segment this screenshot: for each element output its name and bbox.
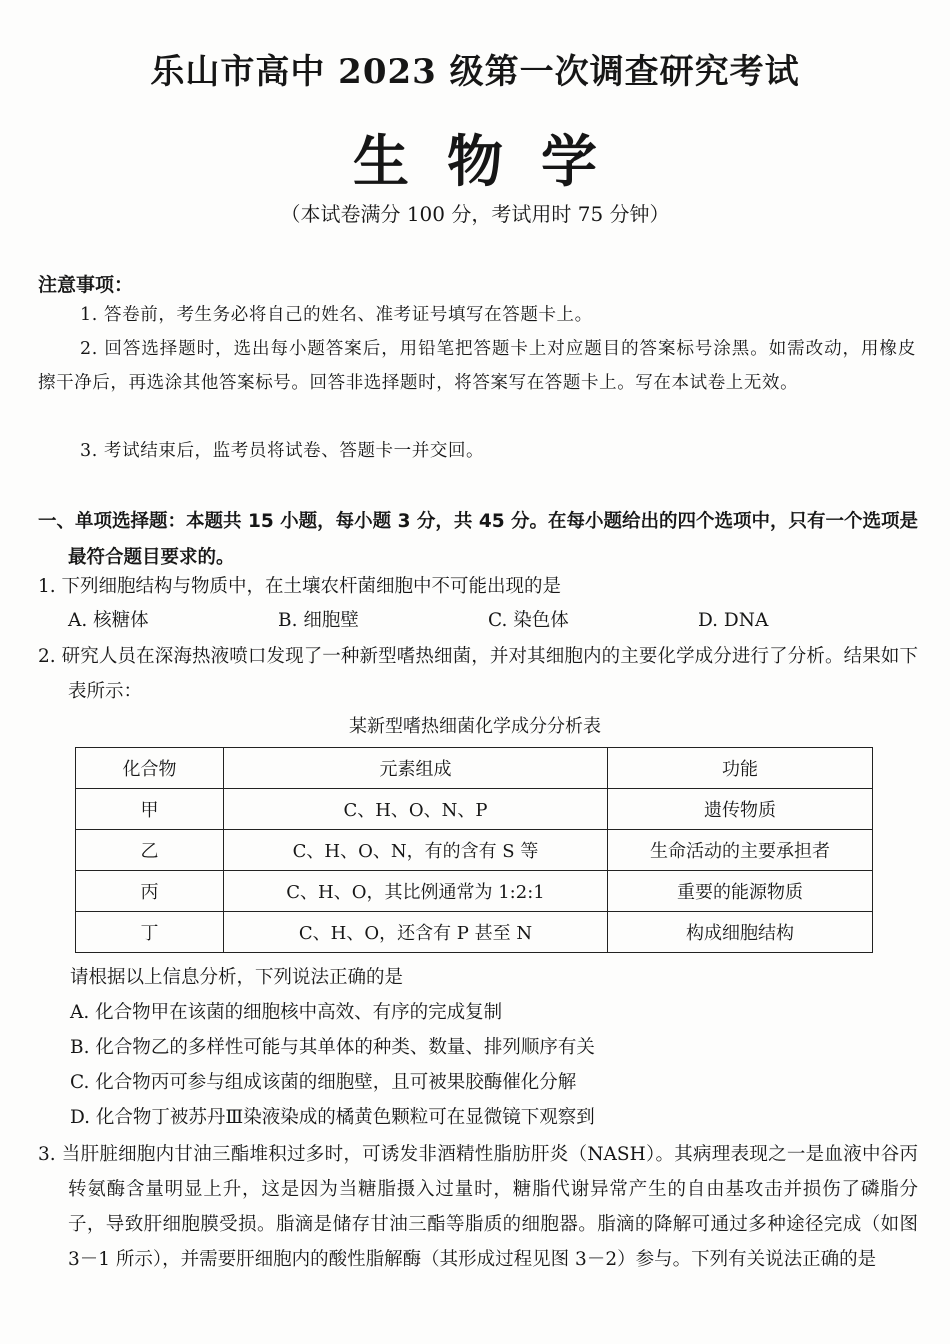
table-cell: C、H、O，还含有 P 甚至 N (224, 912, 608, 953)
question-1-option-b: B. 细胞壁 (278, 610, 359, 631)
exam-info: （本试卷满分 100 分，考试用时 75 分钟） (280, 202, 670, 226)
table-cell: 甲 (76, 789, 224, 830)
table-cell: C、H、O、N、P (224, 789, 608, 830)
table-cell: 构成细胞结构 (608, 912, 873, 953)
note-item-2: 2. 回答选择题时，选出每小题答案后，用铅笔把答题卡上对应题目的答案标号涂黑。如需改动，用橡皮擦干净后，再选涂其他答案标号。回答非选择题时，将答案写在答题卡上。写在本试卷上无效。 (38, 339, 916, 393)
question-1-option-c: C. 染色体 (488, 610, 569, 631)
table-cell: 生命活动的主要承担者 (608, 830, 873, 871)
table-header: 功能 (608, 748, 873, 789)
table-caption: 某新型嗜热细菌化学成分分析表 (349, 716, 601, 737)
question-2-option-d: D. 化合物丁被苏丹Ⅲ染液染成的橘黄色颗粒可在显微镜下观察到 (70, 1107, 595, 1128)
table-row (76, 789, 873, 830)
question-1-option-a: A. 核糖体 (68, 610, 149, 631)
table-cell: 重要的能源物质 (608, 871, 873, 912)
table-cell: 遗传物质 (608, 789, 873, 830)
table-header-row (76, 748, 873, 789)
table-cell: 乙 (76, 830, 224, 871)
table-row (76, 912, 873, 953)
table-header: 化合物 (76, 748, 224, 789)
table-cell: C、H、O、N，有的含有 S 等 (224, 830, 608, 871)
table-row (76, 830, 873, 871)
question-1-stem: 1. 下列细胞结构与物质中，在土壤农杆菌细胞中不可能出现的是 (38, 576, 562, 597)
note-item-1: 1. 答卷前，考生务必将自己的姓名、准考证号填写在答题卡上。 (80, 305, 593, 325)
table-header: 元素组成 (224, 748, 608, 789)
table-row (76, 871, 873, 912)
question-3-stem: 3. 当肝脏细胞内甘油三酯堆积过多时，可诱发非酒精性脂肪肝炎（NASH）。其病理表现之一是血液中谷丙转氨酶含量明显上升，这是因为当糖脂摄入过量时，糖脂代谢异常产生的自由基攻击并损伤了磷脂分子，导致肝细胞膜受损。脂滴是储存甘油三酯等脂质的细胞器。脂滴的降解可通过多种途径完成（如图 3－1 所示），并需要肝细胞内的酸性脂解酶（其形成过程见图 3－2）参与。下列有关说法正确的是 (38, 1144, 918, 1270)
question-2-prompt: 请根据以上信息分析，下列说法正确的是 (70, 967, 404, 988)
table-cell: 丙 (76, 871, 224, 912)
question-2-option-c: C. 化合物丙可参与组成该菌的细胞壁，且可被果胶酶催化分解 (70, 1072, 577, 1093)
note-item-3: 3. 考试结束后，监考员将试卷、答题卡一并交回。 (80, 441, 485, 461)
chemical-analysis-table (75, 747, 873, 953)
notes-heading: 注意事项： (38, 274, 134, 296)
question-1-options (68, 604, 888, 638)
question-2-option-b: B. 化合物乙的多样性可能与其单体的种类、数量、排列顺序有关 (70, 1037, 595, 1058)
subject-title: 生物学 (353, 129, 635, 195)
section-heading: 一、单项选择题：本题共 15 小题，每小题 3 分，共 45 分。在每小题给出的四个选项中，只有一个选项是最符合题目要求的。 (38, 511, 919, 568)
question-2-option-a: A. 化合物甲在该菌的细胞核中高效、有序的完成复制 (70, 1002, 503, 1023)
table-cell: C、H、O，其比例通常为 1:2:1 (224, 871, 608, 912)
question-1-option-d: D. DNA (698, 610, 769, 631)
exam-title: 乐山市高中 2023 级第一次调查研究考试 (150, 52, 800, 92)
table-cell: 丁 (76, 912, 224, 953)
question-2-stem: 2. 研究人员在深海热液喷口发现了一种新型嗜热细菌，并对其细胞内的主要化学成分进行了分析。结果如下表所示： (38, 646, 918, 702)
